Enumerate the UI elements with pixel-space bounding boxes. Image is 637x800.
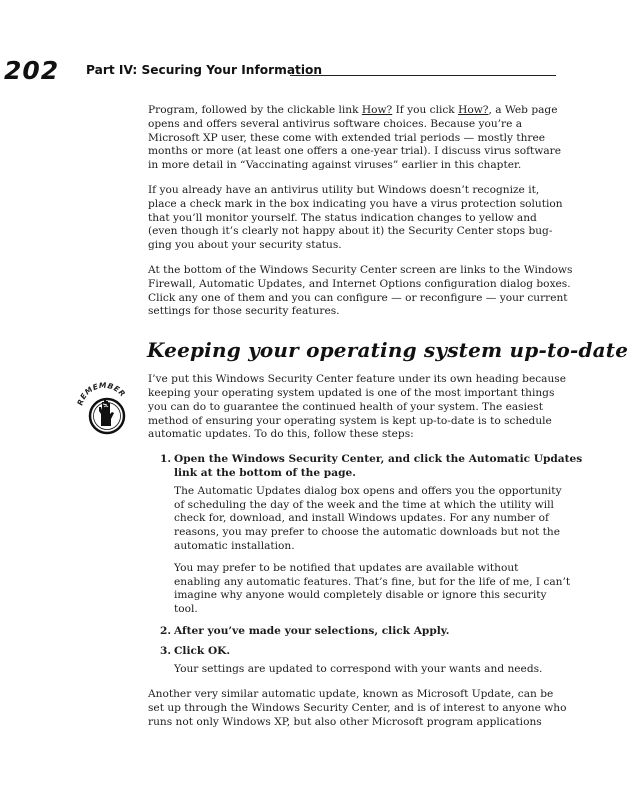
text-line: of scheduling the day of the week and the time at which the utility will: [174, 498, 554, 511]
text-line: Another very similar automatic update, known as Microsoft Update, can be: [148, 688, 554, 701]
text-line: Click OK.: [174, 644, 231, 657]
text-line: imagine why anyone would completely disable or ignore this security: [174, 589, 547, 602]
text-line: check for, download, and install Windows updates. For any number of: [174, 512, 549, 525]
step-item: [148, 625, 558, 639]
text-line: I’ve put this Windows Security Center feature under its own heading because: [148, 373, 566, 386]
intro-paragraph-2: [148, 183, 563, 253]
text-line: You may prefer to be notified that updates are available without: [174, 561, 519, 574]
text-line: Click any one of them and you can configure — or reconfigure — your current: [148, 291, 568, 304]
text-line: Program, followed by the clickable link How? If you click How?, a Web page: [148, 104, 558, 116]
step-item: [148, 453, 583, 617]
step-description: [174, 663, 558, 677]
text-line: ging you about your security status.: [148, 239, 342, 252]
text-line: After you’ve made your selections, click Apply.: [174, 624, 450, 637]
text-line: automatic installation.: [174, 539, 295, 552]
text-line: runs not only Windows XP, but also other Microsoft program applications: [148, 715, 542, 728]
step-number: 2.: [160, 624, 172, 637]
closing-paragraph: [148, 688, 567, 729]
step-title: [174, 625, 558, 639]
header-rule: [290, 75, 556, 76]
intro-paragraph-1: [148, 104, 561, 173]
text-line: set up through the Windows Security Center, and is of interest to anyone who: [148, 702, 567, 715]
text-line: opens and offers several antivirus software choices. Because you’re a: [148, 117, 523, 130]
step-description: [174, 484, 562, 554]
text-line: If you already have an antivirus utility but Windows doesn’t recognize it,: [148, 183, 540, 196]
text-line: automatic updates. To do this, follow these steps:: [148, 428, 414, 441]
step-number: 1.: [160, 453, 172, 466]
step-description: [174, 561, 571, 617]
how-link[interactable]: How?: [458, 104, 489, 116]
text-line: settings for those security features.: [148, 305, 340, 318]
how-link[interactable]: How?: [361, 104, 393, 116]
step-number: 3.: [160, 644, 172, 657]
text-line: tool.: [174, 603, 198, 616]
body-column: [147, 104, 629, 741]
text-line: in more detail in “Vaccinating against viruses” earlier in this chapter.: [148, 159, 522, 172]
step-item: [148, 645, 558, 677]
page-number: 202: [4, 56, 60, 85]
part-title: Part IV: Securing Your Information: [86, 63, 323, 77]
text-line: The Automatic Updates dialog box opens and offers you the opportunity: [174, 484, 562, 497]
text-line: Firewall, Automatic Updates, and Internet Options configuration dialog boxes.: [148, 277, 571, 290]
text-line: that you’ll monitor yourself. The status indication changes to yellow and: [148, 211, 537, 224]
text-line: place a check mark in the box indicating you have a virus protection solution: [148, 197, 563, 210]
step-title: [174, 453, 583, 481]
section-intro-paragraph: [148, 373, 566, 442]
text-line: months or more (at least one offers a one-year trial). I discuss virus software: [148, 145, 561, 158]
remember-icon: [74, 378, 132, 438]
text-line: keeping your operating system updated is one of the most important things: [148, 386, 555, 399]
section-heading: Keeping your operating system up-to-date: [147, 338, 629, 363]
remember-icon-label: REMEMBER: [75, 380, 128, 407]
text-line: Your settings are updated to correspond with your wants and needs.: [174, 662, 543, 675]
text-line: At the bottom of the Windows Security Center screen are links to the Windows: [148, 263, 573, 276]
text-line: you can do to guarantee the continued health of your system. The easiest: [148, 400, 543, 413]
text-line: link at the bottom of the page.: [174, 466, 356, 479]
steps-list: [148, 453, 583, 676]
text-line: Microsoft XP user, these come with extended trial periods — mostly three: [148, 131, 546, 144]
text-line: method of ensuring your operating system is kept up-to-date is to schedule: [148, 414, 552, 427]
text-line: (even though it’s clearly not happy about it) the Security Center stops bug-: [148, 225, 553, 238]
text-line: Open the Windows Security Center, and click the Automatic Updates: [174, 453, 583, 466]
step-title: [174, 645, 558, 659]
text-line: enabling any automatic features. That’s fine, but for the life of me, I can’t: [174, 575, 571, 588]
page-header: [4, 56, 556, 86]
intro-paragraph-3: [148, 263, 573, 319]
text-line: reasons, you may prefer to choose the automatic downloads but not the: [174, 526, 560, 539]
